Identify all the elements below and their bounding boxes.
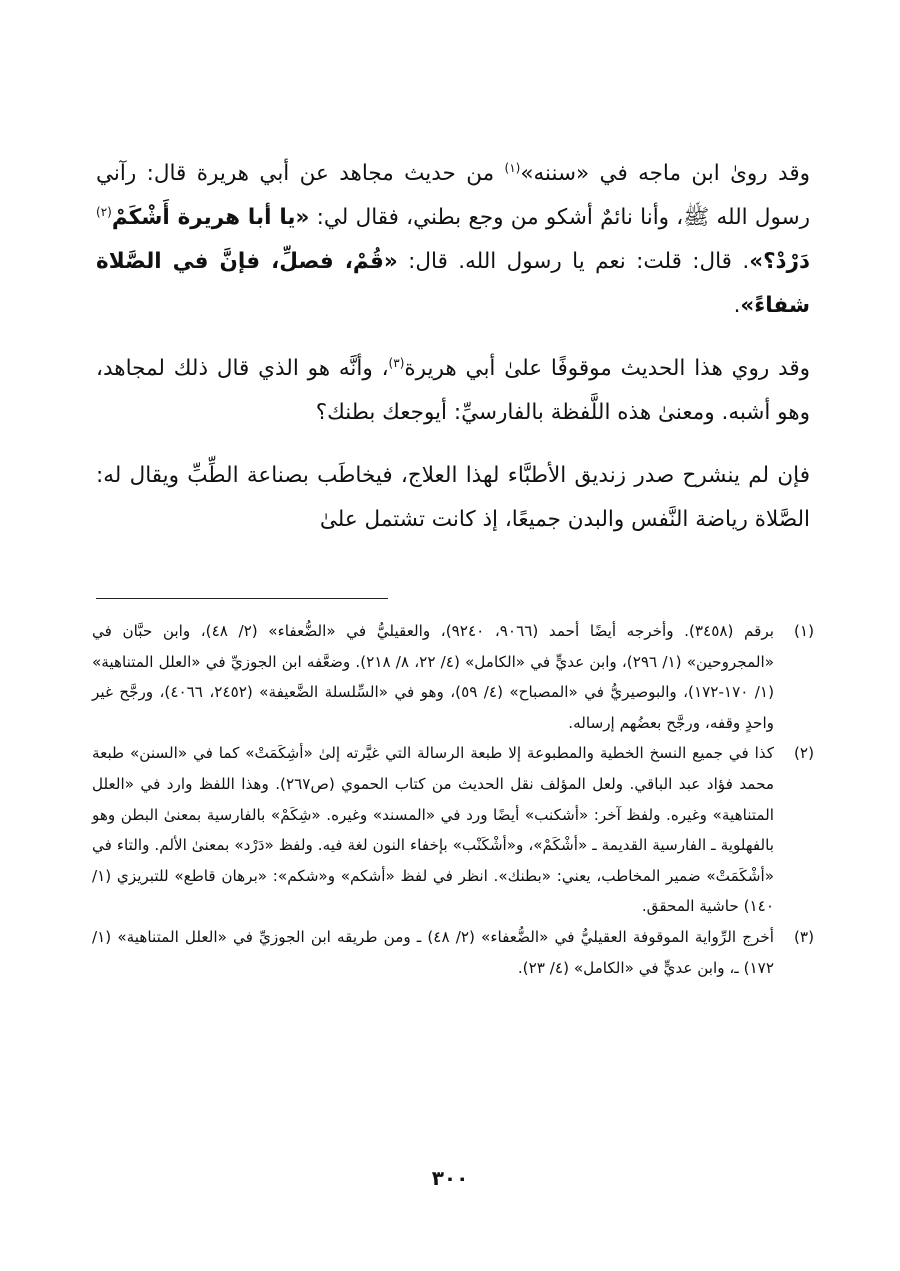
paragraph-3: فإن لم ينشرح صدر زنديق الأطبَّاء لهذا العلاج، فيخاطَب بصناعة الطِّبِّ ويقال له: الصَّلاة رياضة النَّفس والبدن جميعًا، إذ كانت تشتمل علىٰ — [96, 463, 810, 532]
footnote-ref-3[interactable]: (٣) — [388, 355, 405, 370]
p2-text-a: وقد روي هذا الحديث موقوفًا علىٰ أبي هريرة — [404, 356, 811, 381]
footnote-separator — [96, 598, 388, 599]
p1-text-g: . — [733, 293, 741, 318]
footnote-number: (٢) — [793, 744, 814, 763]
page-number: ٣٠٠ — [431, 1166, 469, 1190]
footnote-3 — [92, 922, 814, 983]
footnote-number: (١) — [793, 622, 814, 640]
footnotes — [92, 616, 814, 983]
p1-quote-1: «يا أبا هريرة أَشْكَمْ — [111, 205, 310, 230]
p1-text-e: . قال: قلت: نعم يا رسول الله. قال: — [397, 249, 750, 274]
paragraph-2 — [96, 347, 810, 435]
footnote-text: أخرج الرِّواية الموقوفة العقيليُّ في «الضُّعفاء» (٢/ ٤٨) ـ ومن طريقه ابن الجوزيِّ في «العلل المتناهية» (١/ ١٧٢) ـ، وابن عديٍّ في «الكامل» (٤/ ٢٣). — [92, 927, 774, 977]
p1-quote-1-end: دَرْدْ؟» — [749, 249, 810, 274]
footnote-text: برقم (٣٤٥٨). وأخرجه أيضًا أحمد (٩٠٦٦، ٩٢٤٠)، والعقيليُّ في «الضُّعفاء» (٢/ ٤٨)، وابن حبَّان في «المجروحين» (١/ ٢٩٦)، وابن عديٍّ في «الكامل» (٤/ ٢٢، ٨/ ٢١٨). وضعَّفه ابن الجوزيِّ في «العلل المتناهية» (١/ ١٧٠-١٧٢)، والبوصيريُّ في «المصباح» (٤/ ٥٩)، وهو في «السِّلسلة الضَّعيفة» (٢٤٥٢، ٤٠٦٦)، ورجَّح غير واحدٍ وقفه، ورجَّح بعضُهم إرساله. — [92, 622, 775, 732]
footnote-ref-2[interactable]: (٢) — [96, 204, 112, 219]
p1-quote-2: «قُمْ، فصلِّ، فإنَّ في الصَّلاة شفاءً» — [96, 249, 810, 318]
paragraph-1 — [96, 152, 810, 328]
p2-text-b: ، وأنَّه هو الذي قال ذلك لمجاهد، وهو أشبه. ومعنىٰ هذه اللَّفظة بالفارسيِّ: أيوجعك بطنك؟ — [96, 356, 810, 425]
footnote-number: (٣) — [793, 927, 814, 946]
p1-text-b: من حديث مجاهد عن أبي هريرة قال: رآني رسول الله ﷺ، وأنا نائمٌ أشكو من وجع بطني، فقال لي: — [96, 161, 810, 230]
p1-text-a: وقد روىٰ ابن ماجه في «سننه» — [520, 161, 810, 186]
footnote-1 — [92, 616, 814, 738]
footnote-text: كذا في جميع النسخ الخطية والمطبوعة إلا طبعة الرسالة التي غيَّرته إلىٰ «أشِكَمَتْ» كما في «السنن» طبعة محمد فؤاد عبد الباقي. ولعل المؤلف نقل الحديث من كتاب الحموي (ص٢٦٧). وهذا اللفظ وارد في «العلل المتناهية» وغيره. ولفظ آخر: «أشكنب» أيضًا ورد في «المسند» وغيره. «شِكَمْ» بالفارسية بمعنىٰ البطن وهو بالفهلوية ـ الفارسية القديمة ـ «أشْكَمْ»، و«أشْكَنْب» بإخفاء النون لغة فيه. ولفظ «دَرْد» بمعنىٰ الألم. والتاء في «أشْكَمَتْ» ضمير المخاطب، يعني: «بطنك». انظر في لفظ «أشكم» و«شكم»: «برهان قاطع» للتبريزي (١/ ١٤٠) حاشية المحقق. — [92, 744, 775, 916]
footnote-ref-1[interactable]: (١) — [504, 160, 521, 175]
footnote-2 — [92, 738, 814, 922]
